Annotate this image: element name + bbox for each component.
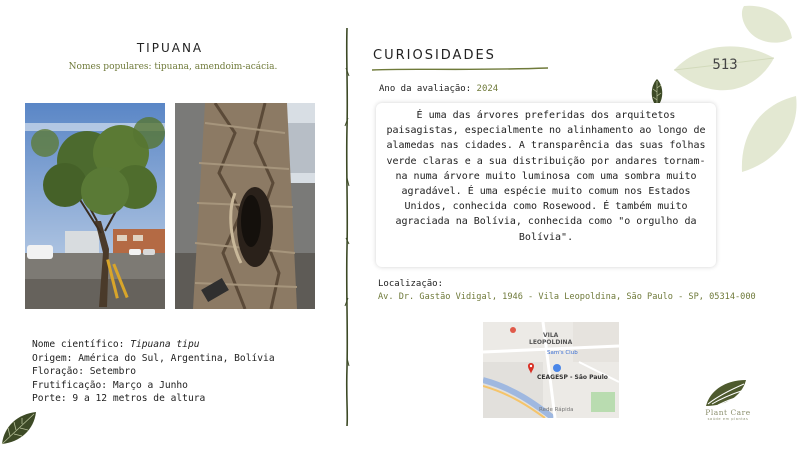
trunk-photo [175,103,315,309]
brand-name: Plant Care [705,408,751,417]
tree-facts [32,338,275,406]
map-poi-store: Sam's Club [547,350,578,356]
map-district-label [529,332,572,346]
scientific-name [32,338,275,352]
origin: Origem: América do Sul, Argentina, Bolívia [32,352,275,364]
scientific-name-value: Tipuana tipu [130,339,200,350]
year-value: 2024 [476,84,499,94]
tree-photo [25,103,165,309]
tree-title: TIPUANA [136,41,204,55]
plant-care-logo-icon [704,378,748,408]
location-map[interactable] [483,322,619,418]
map-district-line1: VILA [542,332,559,339]
tree-size: Porte: 9 a 12 metros de altura [32,393,206,405]
heading-underline [372,66,548,72]
map-district-line2: LEOPOLDINA [529,339,573,346]
year-label: Ano da avaliação: [379,84,477,94]
location-label: Localização: [378,279,444,289]
curiosities-heading: CURIOSIDADES [373,48,496,63]
flowering: Floração: Setembro [32,366,136,378]
badge-number: 513 [712,57,738,73]
fruiting: Frutificação: Março a Junho [32,379,188,391]
scientific-name-label: Nome científico: [32,339,131,350]
popular-names: Nomes populares: tipuana, amendoim-acácia. [68,62,278,72]
divider [339,28,355,426]
map-poi-main: CEAGESP - São Paulo [537,374,608,381]
evaluation-year [379,84,498,94]
map-poi-bottom: Rede Rápida [539,407,574,413]
location-address: Av. Dr. Gastão Vidigal, 1946 - Vila Leopoldina, São Paulo - SP, 05314-000 [378,292,756,302]
brand-tagline: saúde em plantas [707,417,749,421]
curiosities-text: É uma das árvores preferidas dos arquitetos paisagistas, especialmente no alinhamento ao longo de alamedas nas cidades. A transparência das suas folhas verde claras e a sua distribuição por andares tornam-na numa árvore muito luminosa com uma sombra muito agradável. É uma espécie muito comum nos Estados Unidos, conhecida como Rosewood. É também muito agraciada na Bolívia, conhecida como "o orgulho da Bolívia". [376,103,716,267]
leaf-icon [0,408,38,446]
